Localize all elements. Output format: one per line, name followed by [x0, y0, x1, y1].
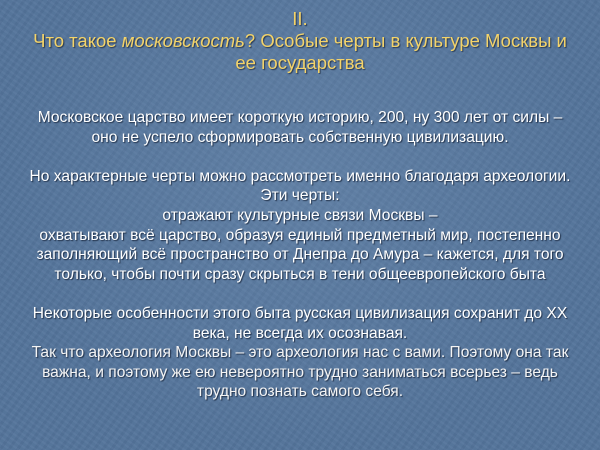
paragraph-1-line-1: Московское царство имеет короткую историю, 200, ну 300 лет от силы – — [37, 109, 563, 126]
paragraph-2-line-3: отражают культурные связи Москвы – — [162, 206, 438, 224]
title-number: II. — [292, 8, 308, 29]
paragraph-3-line-4: важна, и поэтому же ею невероятно трудно заниматься всерьез – ведь — [42, 363, 558, 381]
title-suffix: ? Особые черты в культуре Москвы и — [244, 30, 567, 51]
title-prefix: Что такое — [33, 30, 122, 51]
paragraph-2-line-2: Эти черты: — [260, 187, 340, 205]
title-line-3: ее государства — [235, 52, 365, 73]
paragraph-3-line-1: Некоторые особенности этого быта русская цивилизация сохранит до XX — [32, 304, 568, 322]
title-emphasis: московскость — [121, 30, 245, 51]
paragraph-spacer — [0, 147, 600, 167]
paragraph-2-line-4: охватывают всё царство, образуя единый предметный мир, постепенно — [39, 226, 561, 244]
paragraph-2-line-6: только, чтобы почти сразу скрыться в тени общеевропейского быта — [54, 265, 546, 283]
paragraph-2-line-5: заполняющий всё пространство от Днепра до Амура – кажется, для того — [36, 246, 564, 264]
paragraph-2-line-1: Но характерные черты можно рассмотреть именно благодаря археологии. — [29, 167, 571, 185]
paragraph-3-line-3: Так что археология Москвы – это археология нас с вами. Поэтому она так — [31, 344, 569, 362]
paragraph-3-line-5: трудно познать самого себя. — [196, 383, 404, 401]
slide-body — [0, 108, 600, 402]
slide-title — [0, 8, 600, 74]
paragraph-spacer — [0, 284, 600, 304]
title-line — [0, 30, 600, 52]
paragraph-1-line-2: оно не успело сформировать собственную цивилизацию. — [91, 128, 509, 146]
paragraph-3-line-2: века, не всегда их осознавая. — [192, 324, 408, 342]
